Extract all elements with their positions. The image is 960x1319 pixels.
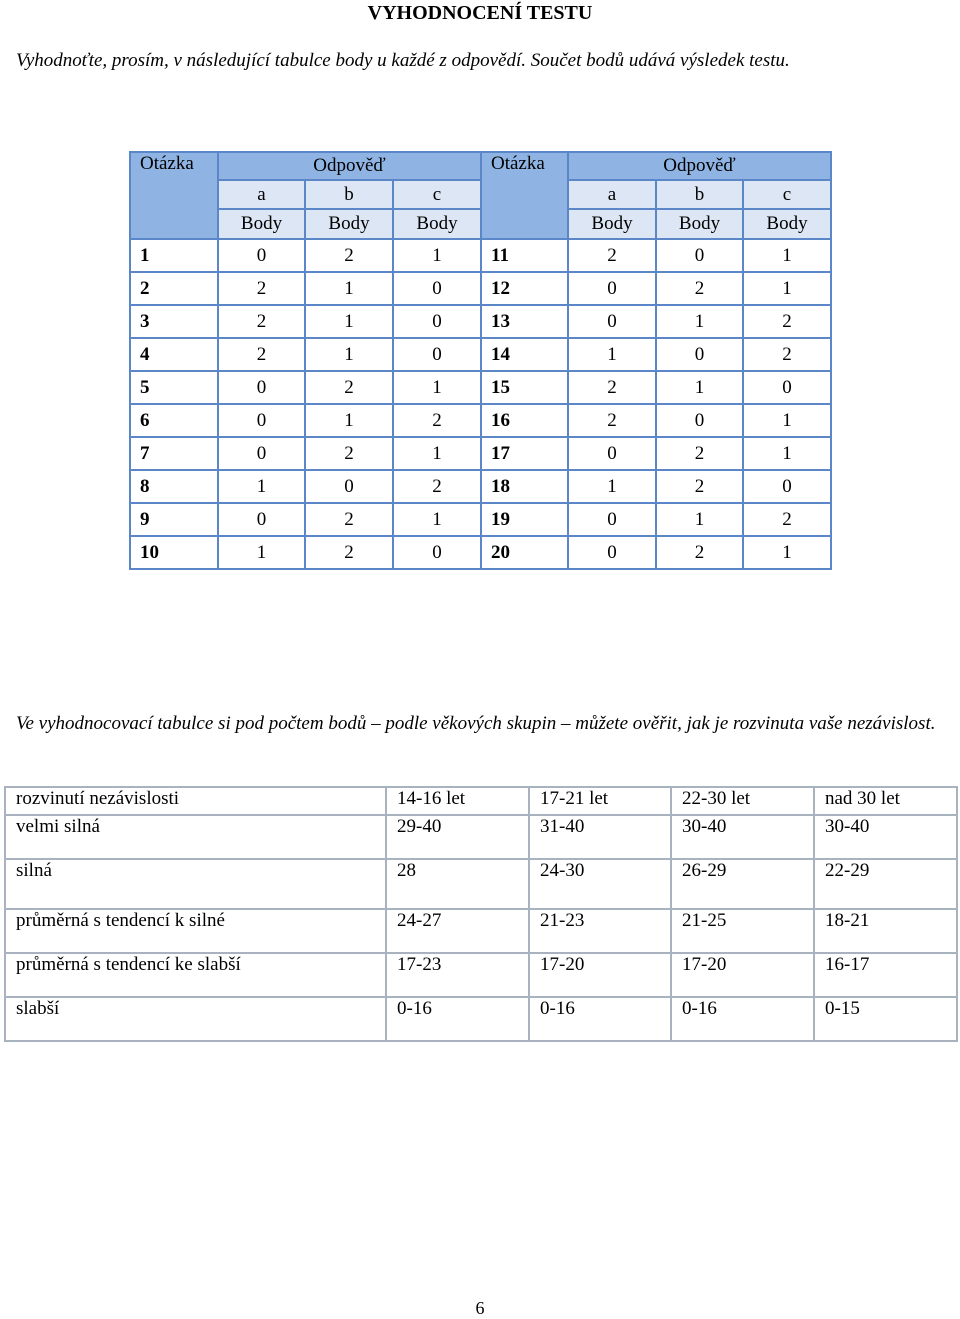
points-cell: 1 (305, 305, 393, 338)
option-c-right: c (743, 180, 831, 209)
points-cell: 2 (743, 305, 831, 338)
points-cell: 2 (305, 371, 393, 404)
points-cell: 1 (218, 470, 305, 503)
points-cell: 0 (218, 371, 305, 404)
score-range-cell: 18-21 (814, 909, 957, 953)
table-row (130, 239, 831, 272)
question-header-right: Otázka (481, 152, 568, 239)
score-range-cell: 29-40 (386, 815, 529, 859)
table-row (130, 272, 831, 305)
points-cell: 0 (393, 272, 481, 305)
points-cell: 0 (743, 470, 831, 503)
table-row (5, 997, 957, 1041)
points-cell: 2 (393, 404, 481, 437)
points-cell: 2 (305, 536, 393, 569)
score-range-cell: 0-16 (386, 997, 529, 1041)
points-cell: 1 (305, 272, 393, 305)
points-cell: 0 (568, 437, 656, 470)
points-label: Body (218, 209, 305, 239)
points-cell: 1 (393, 371, 481, 404)
table-row (130, 437, 831, 470)
score-range-cell: 24-30 (529, 859, 671, 909)
points-cell: 1 (393, 503, 481, 536)
level-label: průměrná s tendencí ke slabší (5, 953, 386, 997)
age-header-cell: 17-21 let (529, 787, 671, 815)
question-number: 13 (481, 305, 568, 338)
points-cell: 2 (743, 503, 831, 536)
points-cell: 0 (218, 437, 305, 470)
points-cell: 2 (656, 272, 743, 305)
points-cell: 2 (218, 305, 305, 338)
age-header-cell: rozvinutí nezávislosti (5, 787, 386, 815)
points-cell: 1 (656, 371, 743, 404)
page-number: 6 (475, 1298, 485, 1318)
table-row (5, 953, 957, 997)
answer-header-left: Odpověď (218, 152, 481, 180)
level-label: průměrná s tendencí k silné (5, 909, 386, 953)
question-number: 12 (481, 272, 568, 305)
question-number: 5 (130, 371, 218, 404)
points-cell: 0 (218, 503, 305, 536)
points-cell: 0 (656, 239, 743, 272)
option-b-right: b (656, 180, 743, 209)
score-range-cell: 30-40 (671, 815, 814, 859)
question-number: 1 (130, 239, 218, 272)
points-cell: 0 (305, 470, 393, 503)
question-number: 19 (481, 503, 568, 536)
points-cell: 2 (568, 371, 656, 404)
question-number: 8 (130, 470, 218, 503)
question-number: 7 (130, 437, 218, 470)
option-c-left: c (393, 180, 481, 209)
question-header-left: Otázka (130, 152, 218, 239)
points-cell: 1 (568, 338, 656, 371)
option-header-row (130, 180, 831, 209)
points-cell: 2 (305, 503, 393, 536)
points-cell: 2 (218, 338, 305, 371)
option-b-left: b (305, 180, 393, 209)
points-cell: 2 (568, 404, 656, 437)
points-cell: 0 (393, 536, 481, 569)
question-number: 15 (481, 371, 568, 404)
table-row (130, 404, 831, 437)
points-cell: 1 (218, 536, 305, 569)
question-number: 16 (481, 404, 568, 437)
points-cell: 1 (743, 239, 831, 272)
points-cell: 1 (305, 404, 393, 437)
score-range-cell: 0-16 (529, 997, 671, 1041)
age-table (4, 786, 958, 1042)
points-cell: 0 (218, 239, 305, 272)
points-label: Body (393, 209, 481, 239)
question-number: 18 (481, 470, 568, 503)
table-row (5, 815, 957, 859)
option-a-right: a (568, 180, 656, 209)
points-cell: 1 (743, 536, 831, 569)
table-row (130, 536, 831, 569)
points-cell: 1 (393, 239, 481, 272)
table-row (130, 503, 831, 536)
question-number: 9 (130, 503, 218, 536)
age-header-cell: 22-30 let (671, 787, 814, 815)
score-range-cell: 0-16 (671, 997, 814, 1041)
score-range-cell: 28 (386, 859, 529, 909)
points-cell: 2 (656, 536, 743, 569)
points-cell: 1 (743, 272, 831, 305)
table-row (130, 338, 831, 371)
score-range-cell: 17-20 (671, 953, 814, 997)
points-cell: 0 (656, 404, 743, 437)
points-label: Body (568, 209, 656, 239)
points-cell: 0 (568, 503, 656, 536)
points-cell: 2 (218, 272, 305, 305)
points-cell: 1 (743, 404, 831, 437)
points-cell: 2 (305, 239, 393, 272)
table-row (130, 470, 831, 503)
points-cell: 0 (218, 404, 305, 437)
score-range-cell: 16-17 (814, 953, 957, 997)
table-row (5, 859, 957, 909)
score-header-row (130, 152, 831, 180)
score-range-cell: 24-27 (386, 909, 529, 953)
age-header-cell: nad 30 let (814, 787, 957, 815)
level-label: slabší (5, 997, 386, 1041)
points-cell: 1 (393, 437, 481, 470)
points-cell: 1 (568, 470, 656, 503)
points-cell: 2 (656, 437, 743, 470)
points-cell: 0 (656, 338, 743, 371)
question-number: 20 (481, 536, 568, 569)
score-range-cell: 22-29 (814, 859, 957, 909)
age-header-row (5, 787, 957, 815)
question-number: 14 (481, 338, 568, 371)
table-row (5, 909, 957, 953)
question-number: 2 (130, 272, 218, 305)
points-cell: 2 (393, 470, 481, 503)
score-range-cell: 21-23 (529, 909, 671, 953)
score-range-cell: 21-25 (671, 909, 814, 953)
option-a-left: a (218, 180, 305, 209)
table-row (130, 305, 831, 338)
points-cell: 0 (568, 272, 656, 305)
points-cell: 0 (743, 371, 831, 404)
points-label: Body (656, 209, 743, 239)
question-number: 17 (481, 437, 568, 470)
points-header-row (130, 209, 831, 239)
points-cell: 0 (393, 305, 481, 338)
score-range-cell: 17-23 (386, 953, 529, 997)
points-cell: 1 (656, 305, 743, 338)
level-label: velmi silná (5, 815, 386, 859)
score-table (129, 151, 832, 570)
intro-text: Vyhodnoťte, prosím, v následující tabulce body u každé z odpovědí. Součet bodů udává výsledek testu. (16, 50, 790, 71)
points-label: Body (743, 209, 831, 239)
points-label: Body (305, 209, 393, 239)
note-text: Ve vyhodnocovací tabulce si pod počtem bodů – podle věkových skupin – můžete ověřit, jak je rozvinuta vaše nezávislost. (16, 713, 936, 734)
points-cell: 2 (743, 338, 831, 371)
score-range-cell: 30-40 (814, 815, 957, 859)
question-number: 10 (130, 536, 218, 569)
question-number: 3 (130, 305, 218, 338)
question-number: 11 (481, 239, 568, 272)
score-range-cell: 26-29 (671, 859, 814, 909)
points-cell: 1 (743, 437, 831, 470)
points-cell: 0 (393, 338, 481, 371)
points-cell: 1 (305, 338, 393, 371)
age-header-cell: 14-16 let (386, 787, 529, 815)
page-title: VYHODNOCENÍ TESTU (367, 2, 593, 24)
score-range-cell: 0-15 (814, 997, 957, 1041)
score-range-cell: 17-20 (529, 953, 671, 997)
points-cell: 2 (656, 470, 743, 503)
answer-header-right: Odpověď (568, 152, 831, 180)
level-label: silná (5, 859, 386, 909)
points-cell: 0 (568, 536, 656, 569)
table-row (130, 371, 831, 404)
question-number: 6 (130, 404, 218, 437)
score-range-cell: 31-40 (529, 815, 671, 859)
points-cell: 0 (568, 305, 656, 338)
points-cell: 2 (568, 239, 656, 272)
question-number: 4 (130, 338, 218, 371)
points-cell: 1 (656, 503, 743, 536)
points-cell: 2 (305, 437, 393, 470)
